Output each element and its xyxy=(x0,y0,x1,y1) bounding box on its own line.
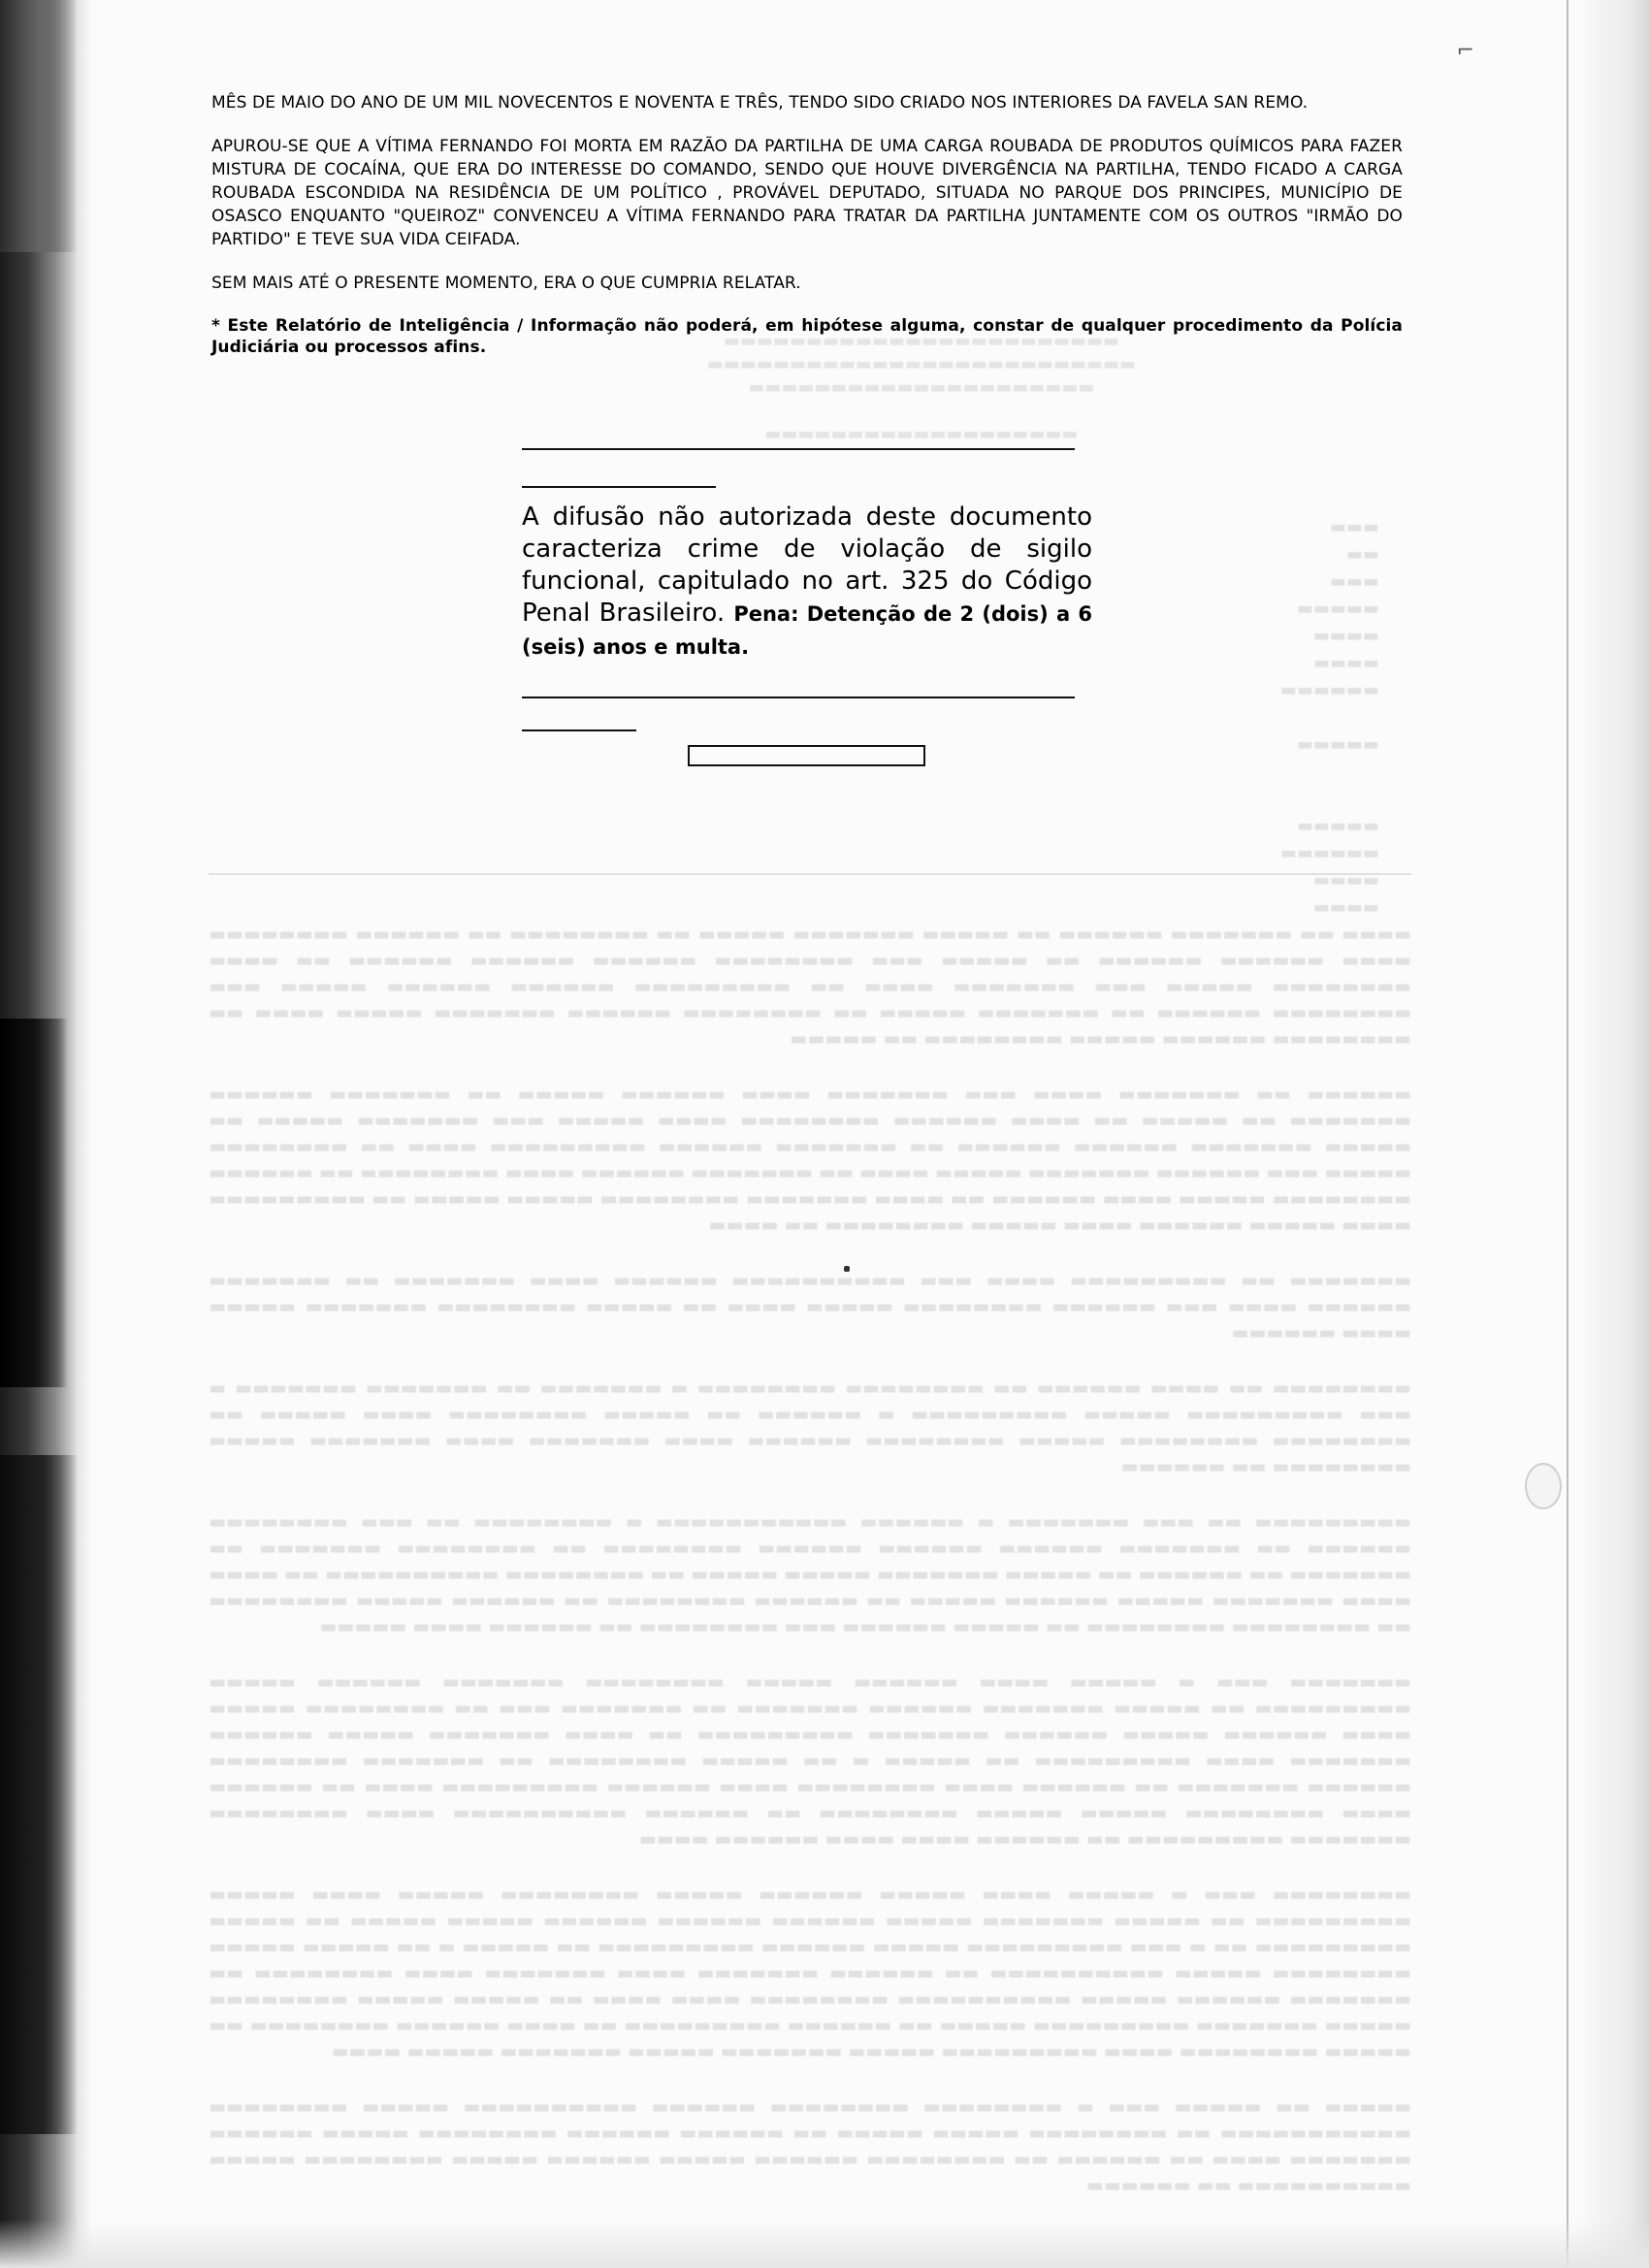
hole-punch-icon xyxy=(1525,1463,1562,1509)
bleed-through-header: ▬▬▬▬▬▬▬▬▬▬▬▬▬▬▬▬▬▬▬▬▬▬▬▬ ▬▬▬▬▬▬▬▬▬▬▬▬▬▬▬▬▬▬▬▬▬▬▬▬▬▬ ▬▬▬▬▬▬▬▬▬▬▬▬▬▬▬▬▬▬▬▬▬ ▬▬▬▬▬▬▬▬▬▬▬▬▬▬▬▬▬▬▬ xyxy=(706,331,1137,444)
document-body xyxy=(211,91,1403,374)
scan-shadow-left-top xyxy=(0,0,78,252)
confidentiality-note: * Este Relatório de Inteligência / Informação não poderá, em hipótese alguma, constar de qualquer procedimento da Polícia Judiciária ou processos afins. xyxy=(211,316,1403,357)
paragraph-findings: APUROU-SE QUE A VÍTIMA FERNANDO FOI MORTA EM RAZÃO DA PARTILHA DE UMA CARGA ROUBADA DE PRODUTOS QUÍMICOS PARA FAZER MISTURA DE COCAÍNA, QUE ERA DO INTERESSE DO COMANDO, SENDO QUE HOUVE DIVERGÊNCIA NA PARTILHA, TENDO FICADO A CARGA ROUBADA ESCONDIDA NA RESIDÊNCIA DE UM POLÍTICO , PROVÁVEL DEPUTADO, SITUADA NO PARQUE DOS PRINCIPES, MUNICÍPIO DE OSASCO ENQUANTO "QUEIROZ" CONVENCEU A VÍTIMA FERNANDO PARA TRATAR DA PARTILHA JUNTAMENTE COM OS OUTROS "IRMÃO DO PARTIDO" E TEVE SUA VIDA CEIFADA. xyxy=(211,137,1403,249)
scan-shadow-left-mid xyxy=(0,1019,68,1387)
bleed-through-rule xyxy=(209,873,1411,875)
page-fold-line xyxy=(1567,0,1568,2268)
tick-mark-icon: ⌐ xyxy=(1456,39,1474,63)
bleed-through-form-labels: ▬▬▬ ▬▬ ▬▬▬ ▬▬▬▬▬ ▬▬▬▬ ▬▬▬▬ ▬▬▬▬▬▬ ▬▬▬▬▬ ▬▬▬▬▬ ▬▬▬▬▬▬ ▬▬▬▬ ▬▬▬▬ xyxy=(1280,517,1380,918)
empty-field-box xyxy=(688,745,925,766)
scan-shadow-left-lower xyxy=(0,1455,78,2134)
warning-bottom-rule xyxy=(522,697,1075,698)
warning-bottom-short-rule xyxy=(522,729,636,731)
paragraph-closing: SEM MAIS ATÉ O PRESENTE MOMENTO, ERA O QUE CUMPRIA RELATAR. xyxy=(211,274,801,293)
bleed-through-body: ▬▬▬▬ ▬▬ ▬▬▬▬▬▬▬ ▬▬▬▬▬▬ ▬▬ ▬▬▬▬▬ ▬▬▬▬▬▬▬ ▬▬▬▬▬ ▬▬ ▬▬▬▬▬▬▬▬ ▬▬ ▬▬▬▬▬▬ ▬▬▬▬▬▬▬▬ ▬▬▬▬ ▬▬▬▬▬▬ ▬▬▬▬▬▬ ▬▬ ▬▬▬▬▬ ▬▬▬ ▬▬▬▬▬▬▬▬ ▬▬▬▬▬▬ ▬▬▬▬▬▬ ▬▬▬▬▬▬ ▬▬ ▬▬▬▬ ▬▬▬▬▬▬▬▬ ▬▬▬▬▬ ▬▬▬ ▬▬▬▬▬▬▬ ▬▬▬▬ ▬▬ ▬▬▬▬▬▬▬▬▬ ▬▬▬▬▬▬ ▬▬▬▬▬▬ ▬▬▬▬▬ ▬▬▬ ▬▬▬▬▬▬▬▬ ▬▬▬▬▬▬ ▬▬ ▬▬▬▬▬▬▬ ▬▬▬▬▬ ▬▬ ▬▬▬▬▬▬▬▬ ▬▬▬▬▬▬ ▬▬▬▬▬▬▬ ▬▬▬▬▬ ▬▬▬▬ ▬▬ ▬▬▬▬▬▬▬▬ ▬▬▬▬▬▬ ▬▬▬▬▬ ▬▬▬▬▬▬▬▬ ▬▬ ▬▬▬▬▬ ▬▬▬▬▬▬ ▬▬ ▬▬▬▬▬▬▬ ▬▬▬▬ ▬▬▬ ▬▬▬▬▬▬▬ ▬▬▬▬ ▬▬▬▬▬▬ ▬▬▬▬▬ ▬▬ ▬▬▬▬▬▬▬ ▬▬▬▬▬▬ ▬▬▬▬▬▬▬ ▬▬ ▬▬▬▬▬ ▬▬ ▬▬▬▬ ▬▬▬▬▬▬ ▬▬▬▬▬▬▬▬ ▬▬▬▬ ▬▬▬▬▬ ▬▬▬ ▬▬▬▬▬▬▬ ▬▬▬▬▬ ▬▬ ▬▬▬▬▬ ▬▬▬▬▬▬▬ ▬▬▬▬▬▬ ▬▬▬▬▬▬ ▬▬ ▬▬▬▬▬▬▬ ▬▬▬▬▬▬ ▬▬▬▬▬▬▬▬▬ ▬▬▬▬ ▬▬ ▬▬▬▬▬▬▬▬ ▬▬▬▬▬ ▬▬▬ ▬▬▬▬▬▬ ▬▬▬▬▬▬▬ ▬▬▬▬▬ ▬▬▬▬ ▬▬ ▬▬▬▬▬▬▬ ▬▬▬▬▬▬ ▬▬▬▬ ▬▬▬▬▬▬▬▬ ▬▬ ▬▬▬▬▬▬ ▬▬▬▬▬▬▬▬ ▬▬▬▬▬ ▬▬▬▬ ▬▬▬▬▬▬ ▬▬ ▬▬▬▬ ▬▬▬▬▬▬▬ ▬▬▬▬▬▬▬▬ ▬▬▬▬▬ ▬▬▬▬▬ ▬▬ ▬▬▬▬▬▬▬▬▬ ▬▬▬▬ ▬▬▬▬▬ ▬▬▬▬▬▬ ▬▬▬▬ ▬▬▬▬▬ ▬▬▬▬▬▬▬▬ ▬▬ ▬▬▬▬ ▬▬▬▬▬▬▬ ▬▬ ▬▬▬▬▬▬▬▬▬ ▬▬▬▬ ▬▬▬ ▬▬▬▬▬▬▬▬▬▬ ▬▬▬▬▬▬ ▬▬▬▬ ▬▬▬▬▬▬▬ ▬▬ ▬▬▬▬▬▬▬ ▬▬▬▬▬▬ ▬▬▬▬ ▬▬▬ ▬▬▬▬▬▬ ▬▬▬▬▬▬▬▬ ▬▬▬▬▬ ▬▬▬▬ ▬▬ ▬▬▬▬▬ ▬▬▬▬▬▬▬▬ ▬▬▬▬▬▬▬ ▬▬▬▬▬ ▬▬▬▬ ▬▬▬▬▬▬ ▬▬▬▬▬▬▬▬ ▬▬ ▬▬▬▬ ▬▬▬▬▬▬ ▬▬ ▬▬▬▬▬▬▬▬ ▬▬▬▬▬▬▬▬ ▬ ▬▬▬▬▬▬▬ ▬▬ ▬▬▬▬▬▬▬ ▬▬▬▬▬▬▬ ▬ ▬▬▬ ▬▬▬▬▬▬▬▬▬ ▬▬▬▬▬ ▬▬▬▬▬▬▬▬▬ ▬ ▬▬▬▬▬▬ ▬▬ ▬▬▬▬▬ ▬▬▬▬▬▬▬▬ ▬▬▬▬ ▬▬▬▬▬ ▬▬ ▬▬▬▬▬▬▬▬ ▬▬▬▬▬▬▬▬ ▬▬▬▬▬ ▬▬▬▬▬▬▬▬ ▬▬▬▬▬▬ ▬▬▬▬ ▬▬▬▬▬▬▬ ▬▬▬▬ ▬▬▬▬▬▬▬ ▬▬▬▬▬ ▬▬▬▬▬▬▬▬ ▬▬ ▬▬▬▬▬▬ ▬▬▬▬▬▬▬▬▬ ▬▬ ▬▬▬ ▬▬▬▬▬▬▬ ▬ ▬▬▬▬▬▬ ▬▬▬▬▬▬▬▬▬▬▬ ▬ ▬▬▬▬▬▬▬▬ ▬▬ ▬▬▬ ▬▬▬▬▬▬▬▬ ▬▬▬▬▬▬ ▬▬ ▬▬▬▬▬▬▬ ▬▬▬▬▬▬ ▬▬▬▬▬▬ ▬▬▬▬▬▬ ▬▬▬▬▬▬▬▬ ▬▬ ▬▬▬▬▬▬▬▬ ▬▬▬▬▬▬▬ ▬▬ ▬▬▬▬▬▬▬ ▬▬ ▬▬▬▬▬▬ ▬▬ ▬▬▬▬▬ ▬▬▬▬▬▬▬ ▬▬▬▬▬ ▬▬▬▬▬ ▬▬ ▬▬▬▬▬▬▬▬ ▬▬▬▬▬▬▬▬▬▬ ▬▬ ▬▬▬▬ ▬▬▬▬ ▬▬▬▬▬▬▬ ▬▬▬▬▬ ▬▬▬▬▬▬ ▬▬▬▬▬ ▬▬ ▬▬▬▬▬▬ ▬▬▬▬▬▬▬▬ ▬▬ ▬▬▬▬▬▬ ▬▬▬▬▬ ▬▬▬▬▬▬▬▬ ▬▬ ▬▬▬▬▬▬▬▬ ▬▬▬▬▬▬▬▬ ▬▬ ▬▬▬▬▬ ▬▬▬▬▬▬ ▬▬▬ ▬▬▬▬▬▬▬▬ ▬▬ ▬▬▬▬▬▬ ▬▬▬▬ ▬▬▬▬▬ ▬▬▬▬▬▬▬ ▬▬▬ ▬ ▬▬▬▬▬ ▬▬▬▬ ▬▬▬▬▬▬ ▬▬▬▬▬ ▬▬▬▬▬▬▬▬ ▬▬▬▬▬▬▬ ▬▬▬▬▬▬ ▬▬▬▬▬ ▬▬▬▬▬▬▬▬▬ ▬▬ ▬▬▬▬▬ ▬▬▬▬▬▬▬ ▬▬▬▬▬▬ ▬▬▬▬▬▬▬ ▬▬ ▬▬▬▬▬▬▬ ▬▬▬ ▬▬ ▬▬▬▬▬▬▬▬ ▬▬▬▬▬ ▬▬▬▬ ▬▬▬▬▬▬ ▬▬▬▬▬ ▬▬▬▬▬▬ ▬▬▬▬▬▬▬ ▬▬▬▬▬▬▬▬▬ ▬▬ ▬▬▬▬ ▬▬▬▬▬▬▬ ▬▬▬▬▬ ▬▬▬▬▬▬ ▬▬▬▬▬▬▬ ▬▬▬▬ ▬▬▬▬▬▬▬▬▬ ▬▬ ▬▬▬▬▬ ▬ ▬▬ ▬▬▬▬▬ ▬▬▬▬▬▬▬▬ ▬▬ ▬▬▬▬▬▬▬ ▬▬▬▬▬▬▬▬ ▬▬▬▬▬▬ ▬▬▬▬▬▬▬ ▬▬ ▬▬▬▬▬▬ ▬▬▬▬ ▬▬▬▬▬▬▬▬ ▬▬▬▬ ▬▬▬▬▬▬ ▬▬▬▬▬▬▬▬▬ ▬▬▬▬ ▬▬ ▬▬▬▬▬▬ ▬▬▬▬ ▬▬▬▬▬▬▬▬ ▬▬▬▬▬ ▬▬▬▬▬ ▬▬▬▬▬▬▬▬ ▬▬ ▬▬▬▬▬▬ ▬▬▬▬▬▬▬▬▬▬ ▬▬▬▬ ▬▬▬▬▬▬▬▬ ▬▬▬▬▬▬▬ ▬▬▬▬▬▬▬▬▬ ▬▬ ▬▬▬▬▬▬ ▬▬▬▬ ▬▬▬▬ ▬▬▬▬▬▬ ▬▬▬▬ ▬▬▬▬▬▬▬▬ ▬▬▬ ▬ ▬▬▬▬▬ ▬▬▬▬ ▬▬▬▬▬ ▬▬▬▬▬▬ ▬▬▬▬▬ ▬▬▬▬▬▬▬▬ ▬▬▬▬▬ ▬▬▬▬ ▬▬▬▬▬ ▬▬▬▬▬▬▬▬▬ ▬▬ ▬▬▬▬▬ ▬▬▬▬▬▬▬ ▬▬▬▬▬ ▬▬▬▬▬▬ ▬▬▬▬▬▬ ▬▬▬▬▬▬ ▬▬▬▬▬ ▬▬▬▬▬ ▬▬ ▬▬▬▬▬ ▬▬▬▬▬▬▬▬▬ ▬▬ ▬ ▬▬▬ ▬▬▬▬▬▬▬▬▬ ▬▬▬▬▬ ▬▬▬▬▬▬ ▬▬▬▬▬▬▬▬▬ ▬▬ ▬▬▬▬▬ ▬ ▬▬ ▬▬▬▬▬ ▬▬▬▬▬ ▬▬▬▬▬▬▬▬ ▬▬▬▬▬ ▬▬▬▬▬▬▬▬▬▬ ▬▬ ▬▬▬▬▬▬ ▬▬▬▬▬▬▬ ▬▬▬▬ ▬▬▬▬▬▬▬ ▬▬▬▬ ▬▬▬▬▬▬▬▬ ▬▬ ▬▬▬▬▬▬▬ ▬▬▬▬▬▬ ▬▬▬▬▬ ▬▬▬▬▬▬▬▬▬▬ ▬▬▬▬▬▬▬▬ ▬▬▬▬ ▬▬▬▬ ▬▬ ▬▬▬▬▬ ▬▬▬▬▬ ▬▬▬▬▬▬▬▬ ▬▬▬▬▬ ▬▬▬▬▬▬▬ ▬▬▬▬▬▬▬▬▬ ▬▬▬▬▬ ▬▬ ▬▬▬▬▬▬ ▬▬▬▬▬▬▬▬▬ ▬▬ ▬▬▬▬ ▬▬▬▬▬▬ ▬▬▬▬▬▬▬▬ ▬▬ ▬▬▬▬▬ ▬▬▬▬▬▬▬▬ ▬▬▬▬ ▬▬▬▬▬▬▬▬▬ ▬▬▬▬▬ ▬▬▬▬▬▬▬ ▬▬▬▬▬ ▬▬▬▬▬▬▬ ▬▬▬▬▬ ▬▬▬▬ ▬▬▬▬▬ ▬▬ ▬▬▬▬▬ ▬▬▬ ▬ ▬▬▬▬▬▬▬▬ ▬▬▬▬▬▬▬▬ ▬▬▬▬▬▬ ▬▬▬▬▬▬▬▬▬▬ ▬▬▬▬▬ ▬▬▬▬▬▬▬▬ ▬▬▬▬▬▬▬▬▬▬▬ ▬▬ ▬▬▬▬▬▬▬▬ ▬▬▬▬▬ ▬▬▬▬▬ ▬▬ ▬▬▬▬▬▬ ▬▬▬▬▬▬ ▬▬▬▬▬▬▬▬ ▬▬▬▬▬ ▬▬▬▬▬▬ ▬▬▬▬▬▬▬ ▬▬▬▬ ▬▬ ▬▬▬▬▬▬ ▬▬ ▬▬▬▬▬▬▬▬ ▬▬▬▬▬▬ ▬▬▬▬▬ ▬▬▬▬▬▬ ▬▬▬▬▬ ▬▬▬▬▬▬▬▬ ▬▬▬▬▬ ▬▬▬▬▬▬▬▬▬▬ ▬▬ ▬▬▬▬▬▬ xyxy=(209,923,1411,2196)
warning-top-rule xyxy=(522,448,1075,450)
scan-shadow-right xyxy=(1576,0,1649,2268)
warning-short-rule xyxy=(522,486,716,488)
paragraph-intro: MÊS DE MAIO DO ANO DE UM MIL NOVECENTOS E NOVENTA E TRÊS, TENDO SIDO CRIADO NOS INTERIORES DA FAVELA SAN REMO. xyxy=(211,93,1309,113)
warning-penalty: Pena: Detenção de 2 (dois) a 6 (seis) anos e multa. xyxy=(522,602,1093,659)
warning-notice xyxy=(522,502,1092,664)
warning-text: A difusão não autorizada deste documento caracteriza crime de violação de sigilo funcional, capitulado no art. 325 do Código Penal Brasileiro. xyxy=(522,502,1092,628)
